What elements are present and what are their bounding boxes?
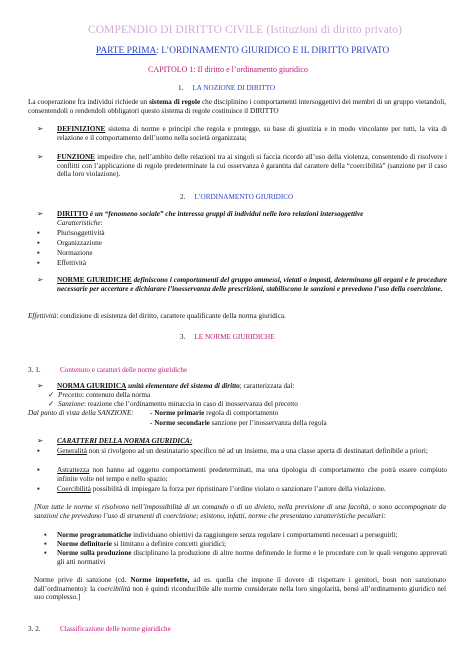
section-1-title: LA NOZIONE DI DIRITTO [192,84,276,92]
function-item [57,153,447,179]
bullet-arrow-icon: ➢ [37,275,44,284]
produzione-text: disciplinano la produzione di altre norme definendo le forme e le procedure con le quali vengono approvati gli atti normativi [57,549,447,566]
bullet-arrow-icon: ➢ [37,152,44,161]
definitorie-item [57,540,226,549]
subsection-3-1-number: 3. 1. [28,366,41,374]
coercibilita-term: Coercibilità [57,485,91,493]
generalita-item [57,447,447,456]
norme-imperfette-paragraph [34,576,446,602]
astrattezza-text: non hanno ad oggetto comportamenti predeterminati, ma una tipologia di comportamento che potrà essere compiuto infinite volte nel tempo e nello spazio; [57,466,447,483]
section-2-heading [180,193,293,202]
bullet-square-icon: ▪ [37,484,40,493]
effettivita-text: : condizione di esistenza del diritto, carattere qualificante della norma giuridica. [56,312,286,320]
section-3-number: 3. [180,333,186,341]
viewpoint-text: Dal punto di vista della SANZIONE [28,409,132,417]
imperfette-text-italic: coercibilità [97,584,131,593]
intro-text-bold: sistema di regole [149,98,201,106]
norme-giuridiche-item [57,276,447,293]
chapter-heading: CAPITOLO 1: Il diritto e l’ordinamento giuridico [148,65,308,74]
feature-item: Normazione [57,249,93,257]
coercibilita-item [57,485,447,494]
intro-text-a: La cooperazione fra individui richiede un [28,98,150,106]
peculiar-norms-paragraph: [Non tutte le norme si risolvono nell’impossibilità di un comando o di un divieto, nella previsione di una facoltà, o sono accompognate da sanzioni che prevedono l’uso di strumenti di coercizione; esistono, infatti, norme che presentano caratteristiche peculiari: [34,503,446,520]
subsection-3-2-title: Classificazione delle norme giuridiche [60,625,171,633]
document-title: COMPENDIO DI DIRITTO CIVILE (Istituzioni di diritto privato) [88,24,403,36]
feature-item: Effettività [57,259,87,267]
bullet-square-icon: ▪ [37,258,40,267]
diritto-text: è un “fenomeno sociale” che interessa gruppi di individui nelle loro relazioni intersoggettive [88,210,364,218]
section-2-title: L’ORDINAMENTO GIURIDICO [194,193,294,201]
caratteri-title: CARATTERI DELLA NORMA GIURIDICA [57,437,190,445]
produzione-item [57,549,447,566]
definitorie-text: si limitano a definire concetti giuridici; [111,540,227,548]
section-3-title: LE NORME GIURIDICHE [194,333,275,341]
programmatiche-text: individuano obiettivi da raggiungere senza regolare i comportamenti necessari a perseguirli; [131,531,398,539]
precetto-item [58,391,150,400]
norma-giuridica-text: unità elementare del sistema di diritto [126,382,240,390]
bullet-arrow-icon: ➢ [37,436,44,445]
generalita-term: Generalità [57,447,87,455]
definitorie-term: Norme definitorie [57,540,112,548]
norme-primarie-label: - Norme primarie [150,409,205,417]
section-2-number: 2. [180,193,186,201]
bullet-small-icon: ▪ [44,548,47,557]
norma-giuridica-rest: ; caratterizzata dal: [239,382,295,390]
generalita-text: non si rivolgono ad un destinatario specifico né ad un insieme, ma a una classe aperta di destinatari definibile a priori; [86,447,428,455]
features-label: Caratteristiche: [57,219,103,227]
astrattezza-item [57,466,447,483]
bullet-square-icon: ▪ [37,248,40,257]
bullet-square-icon: ▪ [37,446,40,455]
astrattezza-term: Astrattezza [57,466,90,474]
imperfette-text-bold: Norme imperfette, [130,576,190,584]
section-1-heading [178,84,275,93]
part-title: : L’ORDINAMENTO GIURIDICO E IL DIRITTO PRIVATO [156,46,390,56]
norme-secondarie-text: sanzione per l’inosservanza della regola [209,419,327,427]
bullet-square-icon: ▪ [37,228,40,237]
sanzione-item [58,400,298,409]
feature-item: Plurisoggettività [57,229,105,237]
norma-giuridica-term: NORMA GIURIDICA [57,382,127,390]
bullet-arrow-icon: ➢ [37,209,44,218]
norme-primarie-text: regola di comportamento [204,409,279,417]
programmatiche-term: Norme programmatiche [57,531,132,539]
programmatiche-item [57,531,398,540]
intro-text-c: che disciplinino i comportamenti intersoggettivi dei membri di un gruppo vietandoli, consentendoli o rendendoli obbligatori questo sistema di regole costituisce il DIRITTO [28,98,446,115]
bullet-arrow-icon: ➢ [37,381,44,390]
section-3-heading [180,333,275,342]
definition-text: sistema di norme e principi che regola e protegge, su base di giustizia e in modo vincolante per tutti, la vita di relazione e il comportamento dell’uomo nella società organizzata; [57,125,447,142]
precetto-label: Precetto [58,391,83,399]
feature-item: Organizzazione [57,239,102,247]
coercibilita-text: possibilità di impiegare la forza per ripristinare l’ordine violato o sanzionare l’autore della violazione. [90,485,386,493]
bullet-check-icon: ✓ [48,399,55,408]
norme-primarie-line [150,409,278,418]
precetto-text: : contenuto della norma [82,391,151,399]
function-text: impedire che, nell’ambito delle relazioni tra ai singoli si faccia ricordo all’uso della violenza, consentendo di risolvere i conflitti con l’applicazione di regole predeterminate la cui osservanza è garantita dal carattere della “coercibilità” (sanzione per il caso della loro violazione). [57,153,447,179]
norme-giuridiche-term: NORME GIURIDICHE [57,276,132,284]
norme-giuridiche-text: definiscono i comportamenti del gruppo ammessi, vietati o imposti, determinano gli organi e le procedure necessarie per accertare e dichiarare l’inosservanza delle prescrizioni, stabiliscono le sanzioni e prevedono l’uso della coercizione. [57,276,447,293]
sanzione-text: : reazione che l’ordinamento minaccia in caso di inosservanza del precetto [83,400,298,408]
effettivita-line [28,312,286,321]
norma-giuridica-item [57,382,294,391]
section-1-number: 1. [178,84,184,92]
diritto-item [57,210,363,219]
subsection-3-2-number: 3. 2. [28,625,41,633]
bullet-arrow-icon: ➢ [37,124,44,133]
definition-item [57,125,447,142]
effettivita-label: Effettività [28,312,57,320]
bullet-square-icon: ▪ [37,465,40,474]
paragraph-intro [28,98,446,115]
norme-secondarie-line [150,419,327,428]
caratteri-heading: CARATTERI DELLA NORMA GIURIDICA: [57,437,193,445]
imperfette-text-e: non è quindi riconducibile alle norme considerate nella loro singolarità, bensì all’ordinamento giuridico nel suo complesso.] [34,584,446,602]
sanzione-viewpoint: Dal punto di vista della SANZIONE: [28,409,134,417]
function-term: FUNZIONE [57,153,95,161]
imperfette-text-c: ad es. quella che impone il dovere di rispettare i genitori, bosn non sanzionato dall’ordinamento): la [34,576,447,593]
bullet-small-icon: ▪ [44,530,47,539]
part-heading [96,47,389,56]
produzione-term: Norme sulla produzione [57,549,132,557]
diritto-term: DIRITTO [57,210,89,218]
part-label: PARTE PRIMA [96,46,157,56]
bullet-small-icon: ▪ [44,539,47,548]
bullet-check-icon: ✓ [48,390,55,399]
norme-secondarie-label: - Norme secondarie [150,419,210,427]
bullet-square-icon: ▪ [37,238,40,247]
subsection-3-1-title: Contenuto e caratteri delle norme giuridiche [60,366,188,374]
sanzione-label: Sanzione [58,400,84,408]
definition-term: DEFINIZIONE [57,125,106,133]
imperfette-text-a: Norme prive di sanzione (cd. [34,576,131,584]
